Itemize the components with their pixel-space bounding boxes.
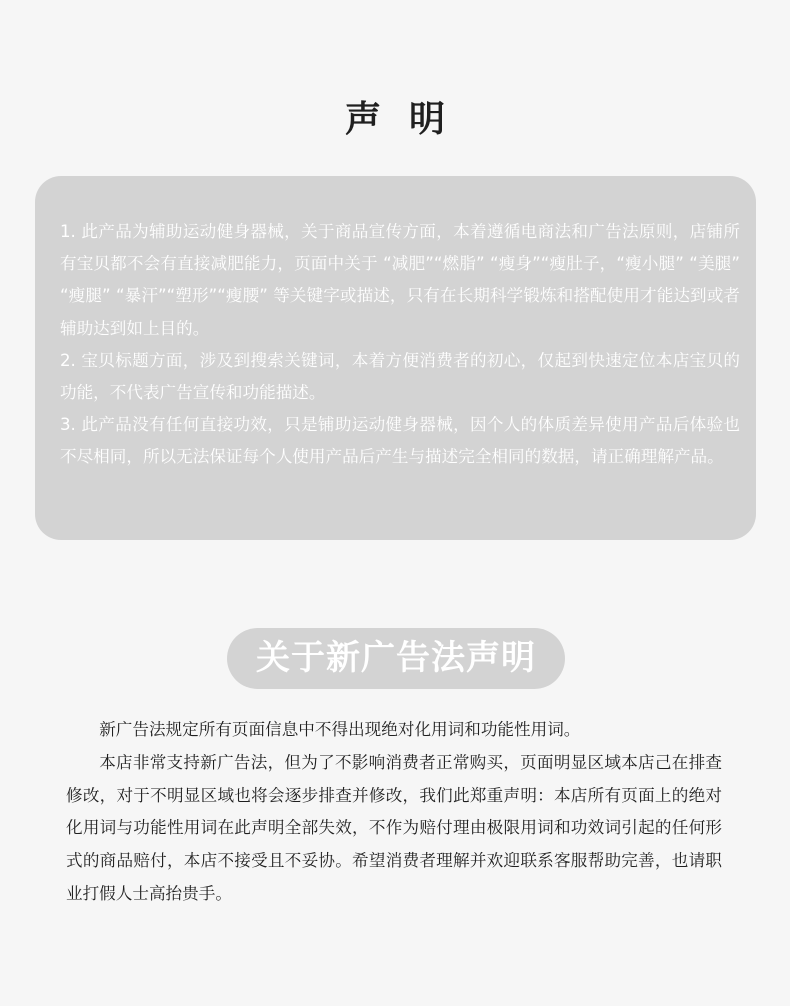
notice-text (60, 216, 740, 474)
notice-paragraph-2: 2. 宝贝标题方面，涉及到搜索关键词，本着方便消费者的初心，仅起到快速定位本店宝贝的功能，不代表广告宣传和功能描述。 (60, 350, 740, 403)
notice-paragraph-1: 1. 此产品为辅助运动健身器械，关于商品宣传方面，本着遵循电商法和广告法原则，店铺所有宝贝都不会有直接减肥能力，页面中关于 “减肥”“燃脂” “瘦身”“瘦肚子，“瘦小腿” “美腿” “瘦腿” “暴汗”“塑形”“瘦腰” 等关键字或描述，只有在长期科学锻炼和搭配使用才能达到或者辅助达到如上目的。 (60, 222, 740, 338)
page-title: 声明 (344, 99, 473, 140)
notice-paragraph-3: 3. 此产品没有任何直接功效，只是铺助运动健身器械，因个人的体质差异使用产品后体验也不尽相同，所以无法保证每个人使用产品后产生与描述完全相同的数据，请正确理解产品。 (60, 415, 740, 467)
ad-law-paragraph-2: 本店非常支持新广告法，但为了不影响消费者正常购买，页面明显区域本店己在排查修改，对于不明显区域也将会逐步排查并修改，我们此郑重声明：本店所有页面上的绝对化用词与功能性用词在此声明全部失效，不作为赔付理由极限用词和功效词引起的任何形式的商品赔付，本店不接受且不妥协。希望消费者理解并欢迎联系客服帮助完善，也请职业打假人士高抬贵手。 (66, 752, 722, 903)
notice-card (35, 176, 756, 540)
ad-law-section-title: 关于新广告法声明 (227, 628, 565, 689)
ad-law-paragraph-1: 新广告法规定所有页面信息中不得出现绝对化用词和功能性用词。 (99, 720, 581, 739)
ad-law-text (66, 714, 722, 911)
